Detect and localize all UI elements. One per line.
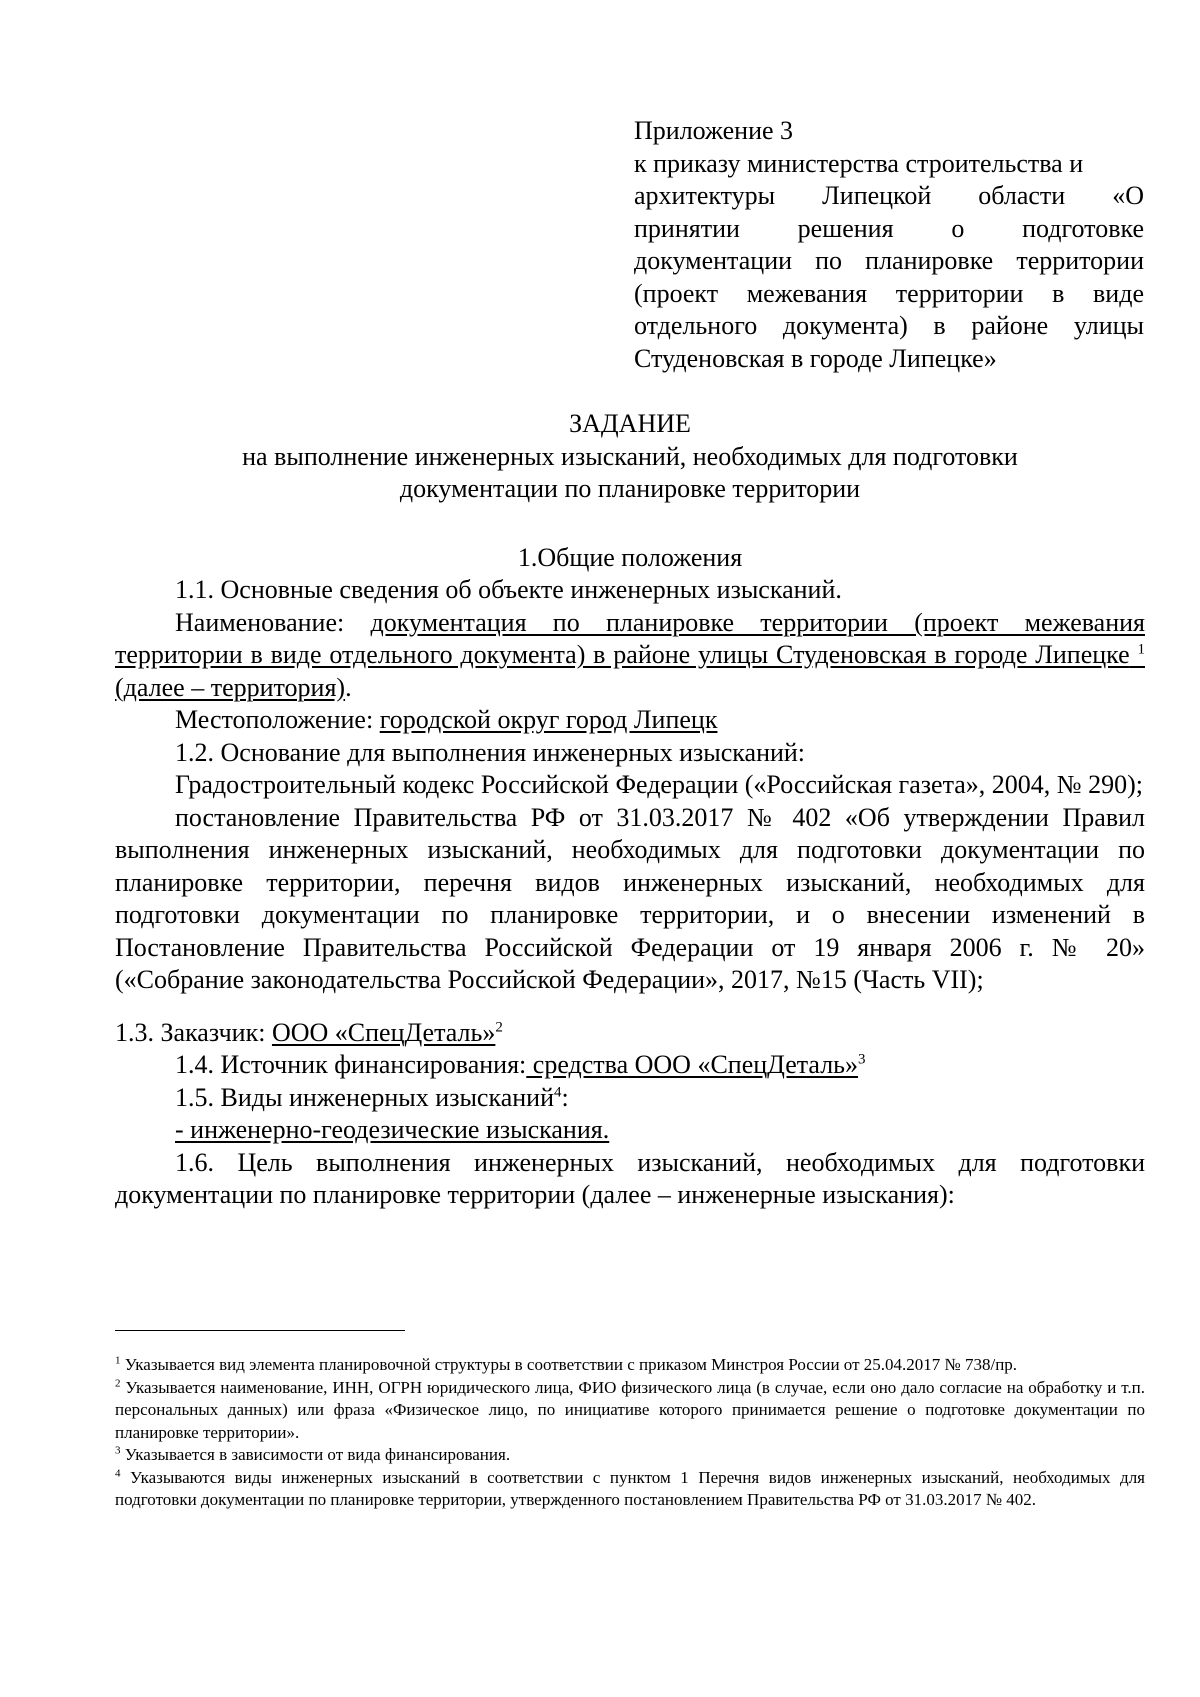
footnote-ref: 3	[858, 1051, 866, 1068]
paragraph-location	[115, 704, 1145, 737]
paragraph-basis-2: постановление Правительства РФ от 31.03.2017 № 402 «Об утверждении Правил выполнения инженерных изысканий, необходимых для подготовки документации по планировке территории, перечня видов инженерных изысканий, необходимых для подготовки документации по планировке территории, и о внесении изменений в Постановление Правительства Российской Федерации от 19 января 2006 г. № 20» («Собрание законодательства Российской Федерации», 2017, №15 (Часть VII);	[115, 802, 1145, 994]
appendix-line: архитектуры Липецкой области «О	[634, 181, 1144, 210]
footnote-number: 1	[115, 1354, 121, 1367]
paragraph-name: Наименование: документация по планировке территории (проект межевания территории в виде отдельного документа) в районе улицы Студеновская в городе Липецке $^1$ (далее – территория).	[115, 607, 1145, 702]
title-heading: ЗАДАНИЕ	[569, 409, 691, 438]
footnote-number: 3	[115, 1444, 121, 1457]
name-label: Наименование:	[175, 607, 371, 637]
footnote-separator	[115, 1330, 405, 1331]
document-title	[115, 408, 1145, 506]
footnote-ref: 4	[554, 1083, 562, 1100]
types-label: 1.5. Виды инженерных изысканий	[175, 1082, 554, 1112]
customer-label: 1.3. Заказчик:	[115, 1017, 272, 1047]
appendix-line: (проект межевания территории в виде	[634, 278, 1144, 308]
appendix-block	[634, 115, 1144, 375]
footnote-number: 2	[115, 1376, 121, 1389]
paragraph-basis-1: Градостроительный кодекс Российской Федерации («Российская газета», 2004, № 290);	[175, 770, 1143, 799]
paragraph-1-1: 1.1. Основные сведения об объекте инженерных изысканий.	[175, 575, 842, 604]
footnote-ref: 2	[495, 1018, 503, 1035]
footnote-number: 4	[115, 1466, 121, 1479]
appendix-line: документации по планировке территории	[634, 246, 1144, 275]
footnote: $^2$ Указывается наименование, ИНН, ОГРН юридического лица, ФИО физического лица (в случае, если оно дало согласие на обработку и т.п. персональных данных) или фраза «Физическое лицо, по инициативе которого принимается решение о подготовке документации по планировке территории».	[115, 1376, 1145, 1442]
title-subtitle: на выполнение инженерных изысканий, необходимых для подготовки	[242, 441, 1018, 471]
appendix-line: Студеновская в городе Липецке»	[634, 343, 997, 373]
appendix-line: Приложение 3	[634, 116, 794, 145]
paragraph-funding	[115, 1049, 1145, 1082]
paragraph-types-value	[115, 1114, 1145, 1147]
paragraph-customer	[115, 1017, 1145, 1050]
paragraph-1-6: 1.6. Цель выполнения инженерных изысканий, необходимых для подготовки документации по планировке территории (далее – инженерные изыскания):	[115, 1147, 1145, 1209]
appendix-line: к приказу министерства строительства и	[634, 148, 1084, 178]
types-value: - инженерно-геодезические изыскания.	[175, 1115, 610, 1144]
funding-value: средства ООО «СпецДеталь»	[526, 1050, 859, 1079]
customer-value: ООО «СпецДеталь»	[271, 1017, 496, 1047]
paragraph-types: 1.5. Виды инженерных изысканий$^4$:	[175, 1082, 569, 1112]
footnote: $^4$ Указываются виды инженерных изысканий в соответствии с пунктом 1 Перечня видов инженерных изысканий, необходимых для подготовки документации по планировке территории, утвержденного постановлением Правительства РФ от 31.03.2017 № 402.	[115, 1466, 1145, 1509]
appendix-line: отдельного документа) в районе улицы	[634, 311, 1144, 340]
footnote: $^3$ Указывается в зависимости от вида финансирования.	[115, 1444, 511, 1464]
footnotes	[115, 1354, 1145, 1512]
paragraph-1-2: 1.2. Основание для выполнения инженерных изысканий:	[175, 737, 806, 767]
footnote-ref: 1	[1137, 641, 1145, 658]
name-value: документация по планировке территории (проект межевания территории в виде отдельного документа) в районе улицы Студеновская в городе Липецке $^1$ (далее – территория)	[115, 607, 1145, 702]
location-value: городской округ город Липецк	[379, 705, 718, 734]
location-label: Местоположение:	[175, 705, 380, 734]
section-body	[115, 574, 1145, 1212]
funding-label: 1.4. Источник финансирования:	[175, 1050, 527, 1079]
title-subtitle: документации по планировке территории	[399, 474, 861, 503]
appendix-line: принятии решения о подготовке	[634, 213, 1144, 243]
footnote: $^1$ Указывается вид элемента планировочной структуры в соответствии с приказом Минстроя России от 25.04.2017 № 738/пр.	[115, 1354, 1018, 1374]
section-heading: 1.Общие положения	[517, 543, 743, 572]
